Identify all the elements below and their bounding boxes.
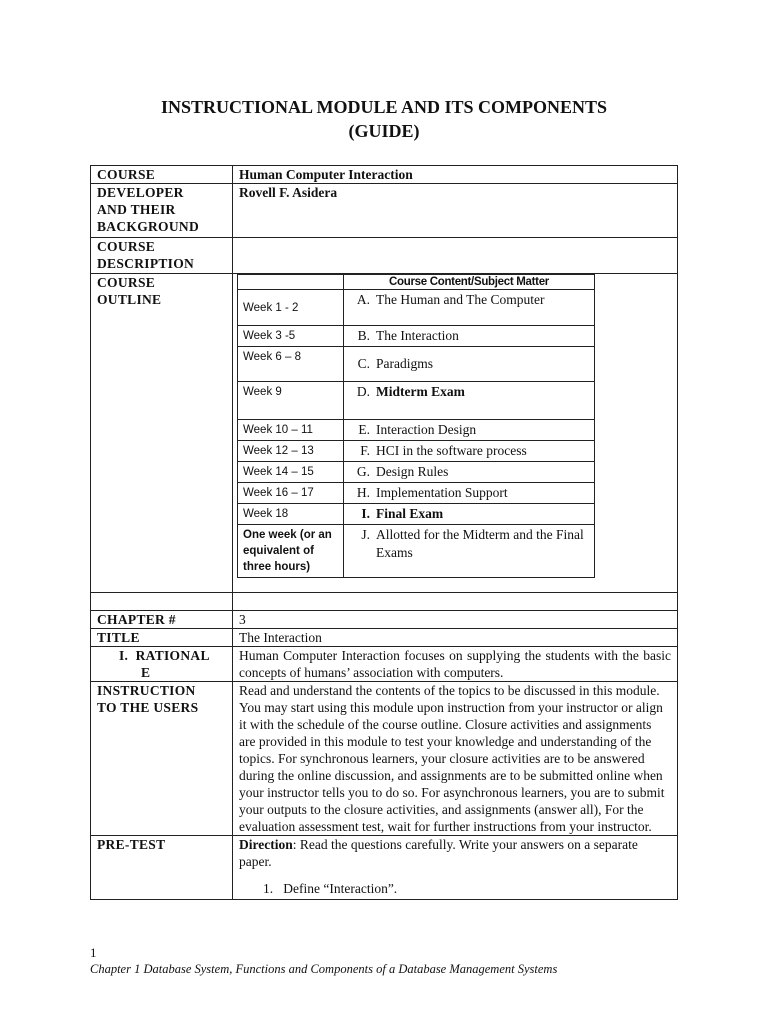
outline-week: Week 1 - 2: [238, 290, 344, 326]
outline-topic: I. Final Exam: [344, 504, 595, 525]
outline-label: COURSE OUTLINE: [91, 274, 233, 593]
outline-week: Week 14 – 15: [238, 462, 344, 483]
outline-header: Course Content/Subject Matter: [344, 275, 595, 290]
chapter-label: CHAPTER #: [91, 611, 233, 629]
page-number: 1: [90, 945, 97, 960]
developer-value: Rovell F. Asidera: [233, 184, 678, 238]
outline-topic: J. Allotted for the Midterm and the Final Exams: [344, 525, 595, 578]
outline-topic: E. Interaction Design: [344, 420, 595, 441]
outline-topic: D. Midterm Exam: [344, 382, 595, 420]
outline-week: Week 16 – 17: [238, 483, 344, 504]
title-label: TITLE: [91, 629, 233, 647]
document-title-line1: INSTRUCTIONAL MODULE AND ITS COMPONENTS: [160, 97, 608, 117]
instruction-value: Read and understand the contents of the topics to be discussed in this module. You may start using this module upon instruction from your instructor or align it with the schedule of the course outline. Closure activities and assignments are provided in this module to test your knowledge and understanding of the topics. For synchronous learners, your closure activities are to be answered during the online discussion, and assignments are to be submitted online when your instructor tells you to do so. For asynchronous learners, you are to submit your outputs to the closure activities, and assignments (answer all), For the evaluation assessment test, wait for further instructions from your instructor.: [233, 682, 678, 836]
outline-week: Week 10 – 11: [238, 420, 344, 441]
module-table: [90, 165, 678, 900]
rationale-label: I. RATIONAL E: [91, 647, 233, 682]
pretest-value: [233, 836, 678, 900]
direction-text: : Read the questions carefully. Write your answers on a separate paper.: [239, 837, 638, 869]
chapter-value: 3: [233, 611, 678, 629]
outline-topic: A. The Human and The Computer: [344, 290, 595, 326]
outline-week: Week 6 – 8: [238, 347, 344, 382]
document-title-line2: (GUIDE): [348, 121, 420, 141]
rationale-value: Human Computer Interaction focuses on supplying the students with the basic concepts of humans’ association with computers.: [233, 647, 678, 682]
pretest-item: 1. Define “Interaction”.: [263, 881, 398, 896]
outline-cell: [233, 274, 678, 593]
course-outline-table: [237, 274, 595, 578]
spacer-row: [91, 593, 233, 611]
description-value: [233, 238, 678, 274]
description-label: COURSE DESCRIPTION: [91, 238, 233, 274]
outline-topic: B. The Interaction: [344, 326, 595, 347]
outline-topic: H. Implementation Support: [344, 483, 595, 504]
pretest-label: PRE-TEST: [91, 836, 233, 900]
outline-week: One week (or an equivalent of three hours): [238, 525, 344, 578]
outline-topic: G. Design Rules: [344, 462, 595, 483]
course-value: Human Computer Interaction: [233, 166, 678, 184]
developer-label: DEVELOPER AND THEIR BACKGROUND: [91, 184, 233, 238]
title-value: The Interaction: [233, 629, 678, 647]
course-label: COURSE: [91, 166, 233, 184]
direction-label: Direction: [239, 837, 293, 852]
instruction-label: INSTRUCTION TO THE USERS: [91, 682, 233, 836]
outline-topic: F. HCI in the software process: [344, 441, 595, 462]
footer-chapter-line: Chapter 1 Database System, Functions and Components of a Database Management Systems: [90, 962, 558, 976]
outline-week: Week 12 – 13: [238, 441, 344, 462]
outline-week: Week 3 -5: [238, 326, 344, 347]
outline-week: Week 9: [238, 382, 344, 420]
outline-week: Week 18: [238, 504, 344, 525]
outline-topic: C. Paradigms: [344, 347, 595, 382]
